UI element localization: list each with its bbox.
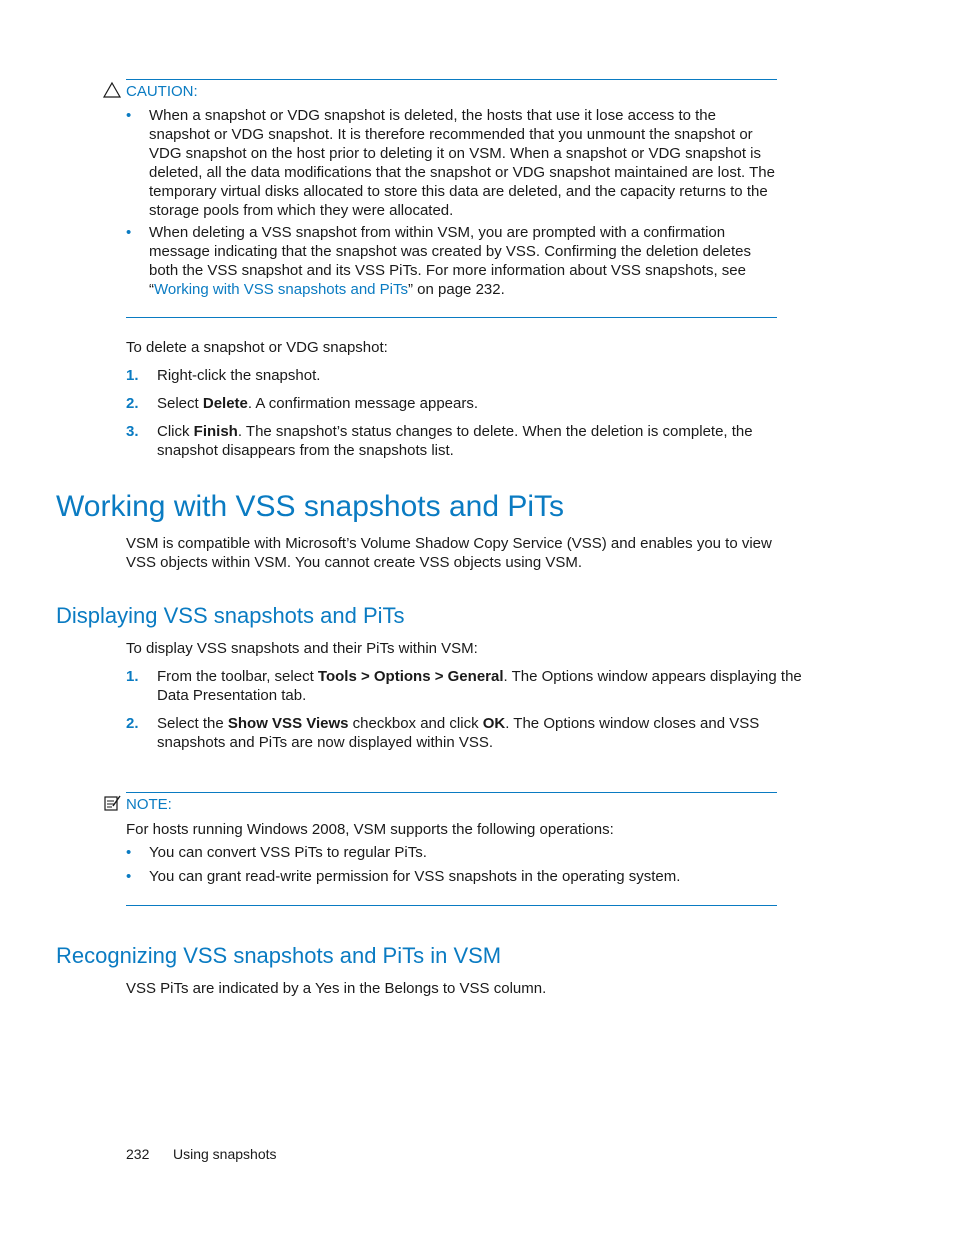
caution-triangle-icon [102,81,122,101]
display-step-1-text: From the toolbar, select Tools > Options > General. The Options window appears displaying the Data Presentation tab. [157,668,802,704]
caution-label: CAUTION: [126,83,198,100]
note-top-rule [126,792,777,793]
display-step-2-number: 2. [126,715,139,732]
delete-step-2-number: 2. [126,395,139,412]
caution-bullet-2-text: When deleting a VSS snapshot from within VSM, you are prompted with a confirmation message indicating that the snapshot was created by VSS. Confirming the deletion deletes both the VSS snapshot and its VSS PiTs. For more information about VSS snapshots, see “Working with VSS snapshots and PiTs” on page 232. [149,224,752,298]
note-bullet-marker: • [126,844,132,861]
footer-page-number: 232 [126,1146,150,1162]
delete-intro: To delete a snapshot or VDG snapshot: [126,339,388,356]
footer-section-name: Using snapshots [173,1146,277,1162]
caution-bottom-rule [126,317,777,318]
delete-step-1-number: 1. [126,367,139,384]
section-intro: VSM is compatible with Microsoft’s Volume Shadow Copy Service (VSS) and enables you to view VSS objects within VSM. You cannot create VSS objects using VSM. [126,535,772,571]
caution-bullet-1-text: When a snapshot or VDG snapshot is deleted, the hosts that use it lose access to the snapshot or VDG snapshot. It is therefore recommended that you unmount the snapshot or VDG snapshot on the host prior to deleting it on VSM. When a snapshot or VDG snapshot is deleted, all the data modifications that the snapshot or VDG snapshot maintained are lost. The temporary virtual disks allocated to store this data are deleted, and the capacity returns to the storage pools from which they were allocated. [149,107,775,219]
delete-step-2-text: Select Delete. A confirmation message appears. [157,395,479,412]
note-intro: For hosts running Windows 2008, VSM supports the following operations: [126,821,614,838]
display-step-2-text: Select the Show VSS Views checkbox and click OK. The Options window closes and VSS snapshots and PiTs are now displayed within VSS. [157,715,760,751]
note-bullet-marker: • [126,868,132,885]
note-pad-icon [102,793,122,813]
display-step-1-number: 1. [126,668,139,685]
delete-step-3-number: 3. [126,423,139,440]
display-intro: To display VSS snapshots and their PiTs within VSM: [126,640,478,657]
note-label: NOTE: [126,796,172,813]
note-bullet-1-text: You can convert VSS PiTs to regular PiTs. [149,844,427,861]
recognize-text: VSS PiTs are indicated by a Yes in the Belongs to VSS column. [126,980,547,997]
section-title: Working with VSS snapshots and PiTs [56,490,565,523]
vss-section-link[interactable]: Working with VSS snapshots and PiTs [154,281,409,298]
recognize-subsection-title: Recognizing VSS snapshots and PiTs in VSM [56,943,502,968]
display-subsection-title: Displaying VSS snapshots and PiTs [56,603,405,628]
caution-bullet-marker: • [126,107,132,124]
delete-step-1-text: Right-click the snapshot. [157,367,321,384]
note-bullet-2-text: You can grant read-write permission for VSS snapshots in the operating system. [149,868,681,885]
caution-bullet-marker: • [126,224,132,241]
note-bottom-rule [126,905,777,906]
delete-step-3-text: Click Finish. The snapshot’s status changes to delete. When the deletion is complete, the snapshot disappears from the snapshots list. [157,423,753,459]
caution-top-rule [126,79,777,80]
